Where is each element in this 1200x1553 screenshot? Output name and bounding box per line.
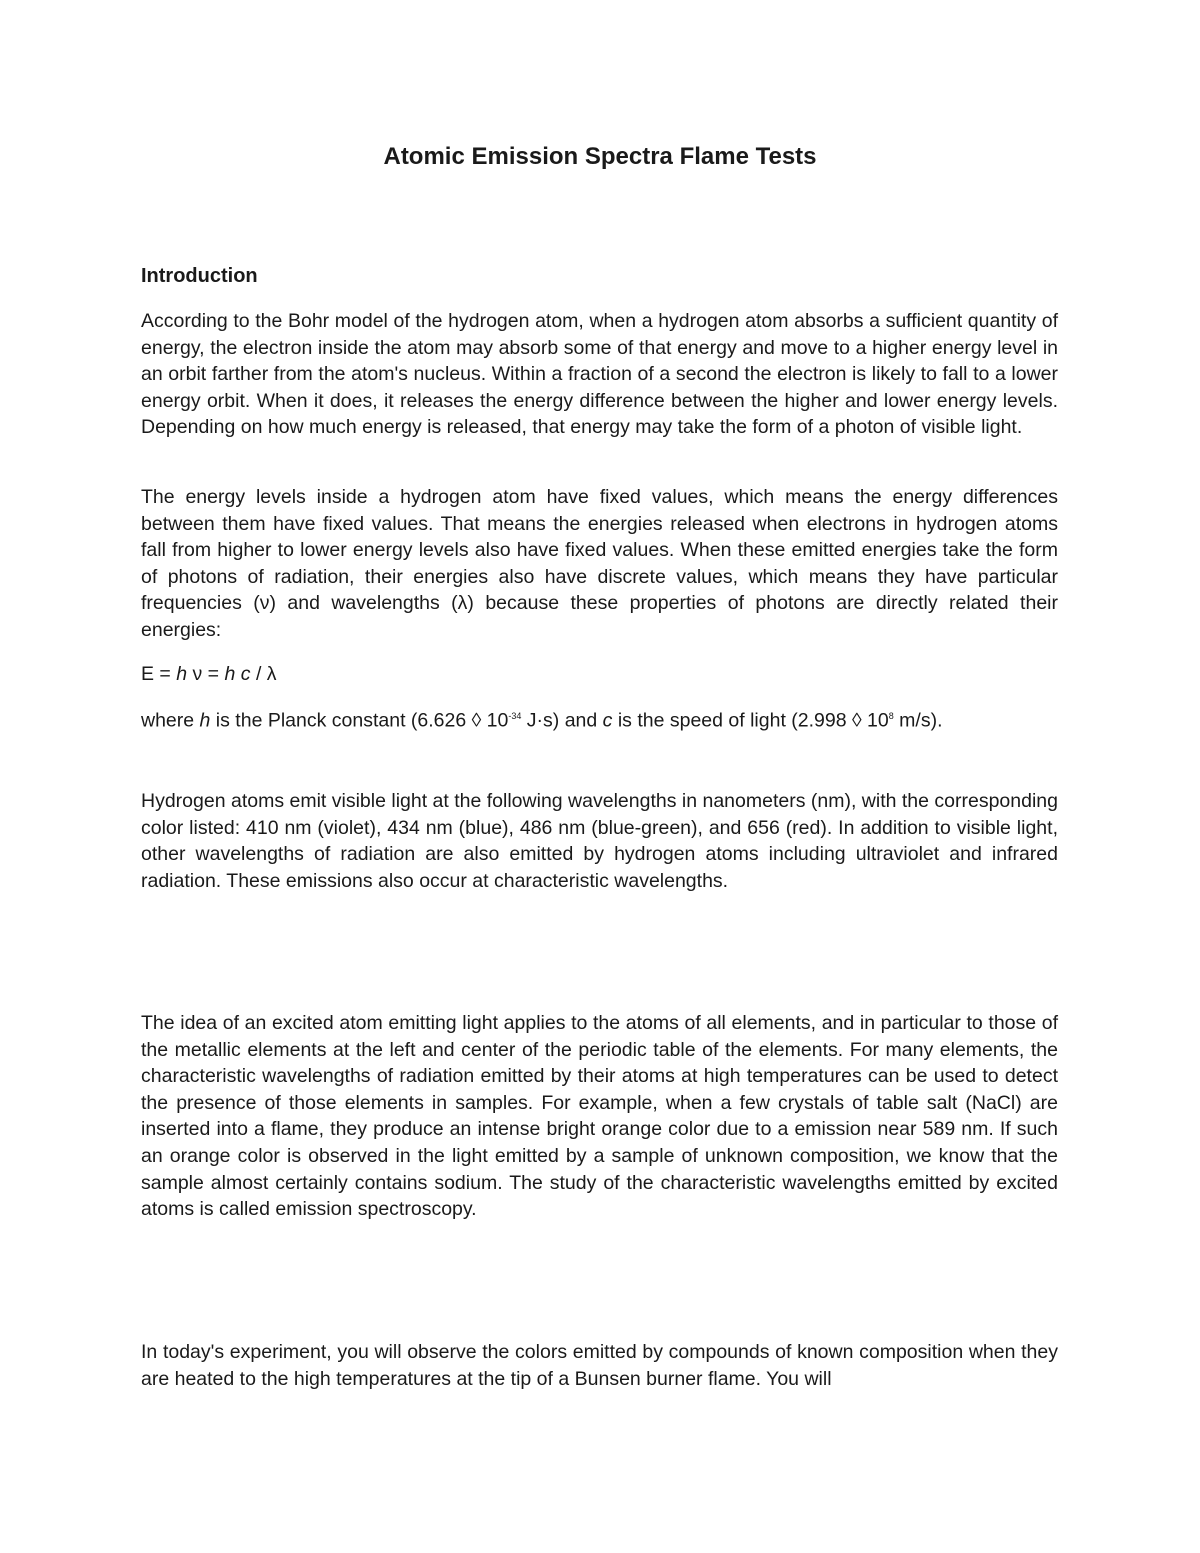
- paragraph-energy-levels: The energy levels inside a hydrogen atom have fixed values, which means the energy differences between them have fixed values. That means the energies released when electrons in hydrogen atoms fall from higher to lower energy levels also have fixed values. When these emitted energies take the form of photons of radiation, their energies also have discrete values, which means they have particular frequencies (ν) and wavelengths (λ) because these properties of photons are directly related their energies:: [141, 486, 1058, 641]
- paragraph-todays-experiment: In today's experiment, you will observe the colors emitted by compounds of known composition when they are heated to the high temperatures at the tip of a Bunsen burner flame. You will: [141, 1341, 1058, 1390]
- planck-where: where: [141, 709, 200, 732]
- planck-constant-line: [141, 703, 1058, 734]
- equation-over-lambda: / λ: [250, 663, 277, 685]
- paragraph-hydrogen-wavelengths: Hydrogen atoms emit visible light at the following wavelengths in nanometers (nm), with the corresponding color listed: 410 nm (violet), 434 nm (blue), 486 nm (blue-green), and 656 (red). In addition to visible light, other wavelengths of radiation are also emitted by hydrogen atoms including ultraviolet and infrared radiation. These emissions also occur at characteristic wavelengths.: [141, 790, 1058, 892]
- planck-exponent: -34: [508, 711, 522, 721]
- equation-nu: ν =: [187, 663, 225, 685]
- equation-lhs: E =: [141, 663, 177, 685]
- planck-h-symbol: h: [199, 709, 211, 732]
- planck-text-1: is the Planck constant (6.626 ◊ 10: [210, 709, 509, 732]
- section-heading: Introduction: [141, 265, 258, 287]
- paragraph-bohr-model: According to the Bohr model of the hydrogen atom, when a hydrogen atom absorbs a sufficient quantity of energy, the electron inside the atom may absorb some of that energy and move to a higher energy level in an orbit farther from the atom's nucleus. Within a fraction of a second the electron is likely to fall to a lower energy orbit. When it does, it releases the energy difference between the higher and lower energy levels. Depending on how much energy is released, that energy may take the form of a photon of visible light.: [141, 310, 1058, 439]
- planck-text-end: m/s).: [893, 709, 943, 732]
- equation-h-symbol-2: h: [224, 663, 236, 685]
- planck-text-3: is the speed of light (2.998 ◊ 10: [612, 709, 889, 732]
- light-speed-exponent: 8: [888, 711, 894, 721]
- planck-c-symbol: c: [602, 709, 613, 732]
- equation-c-symbol: c: [235, 663, 251, 685]
- paragraph-emission-spectroscopy: The idea of an excited atom emitting light applies to the atoms of all elements, and in particular to those of the metallic elements at the left and center of the periodic table of the elements. For many elements, the characteristic wavelengths of radiation emitted by their atoms at high temperatures can be used to detect the presence of those elements in samples. For example, when a few crystals of table salt (NaCl) are inserted into a flame, they produce an intense bright orange color due to a emission near 589 nm. If such an orange color is observed in the light emitted by a sample of unknown composition, we know that the sample almost certainly contains sodium. The study of the characteristic wavelengths emitted by excited atoms is called emission spectroscopy.: [141, 1012, 1058, 1221]
- document-title: Atomic Emission Spectra Flame Tests: [383, 143, 817, 170]
- energy-equation: [141, 661, 1058, 688]
- equation-h-symbol: h: [176, 663, 188, 685]
- planck-text-2: J·s) and: [521, 709, 603, 732]
